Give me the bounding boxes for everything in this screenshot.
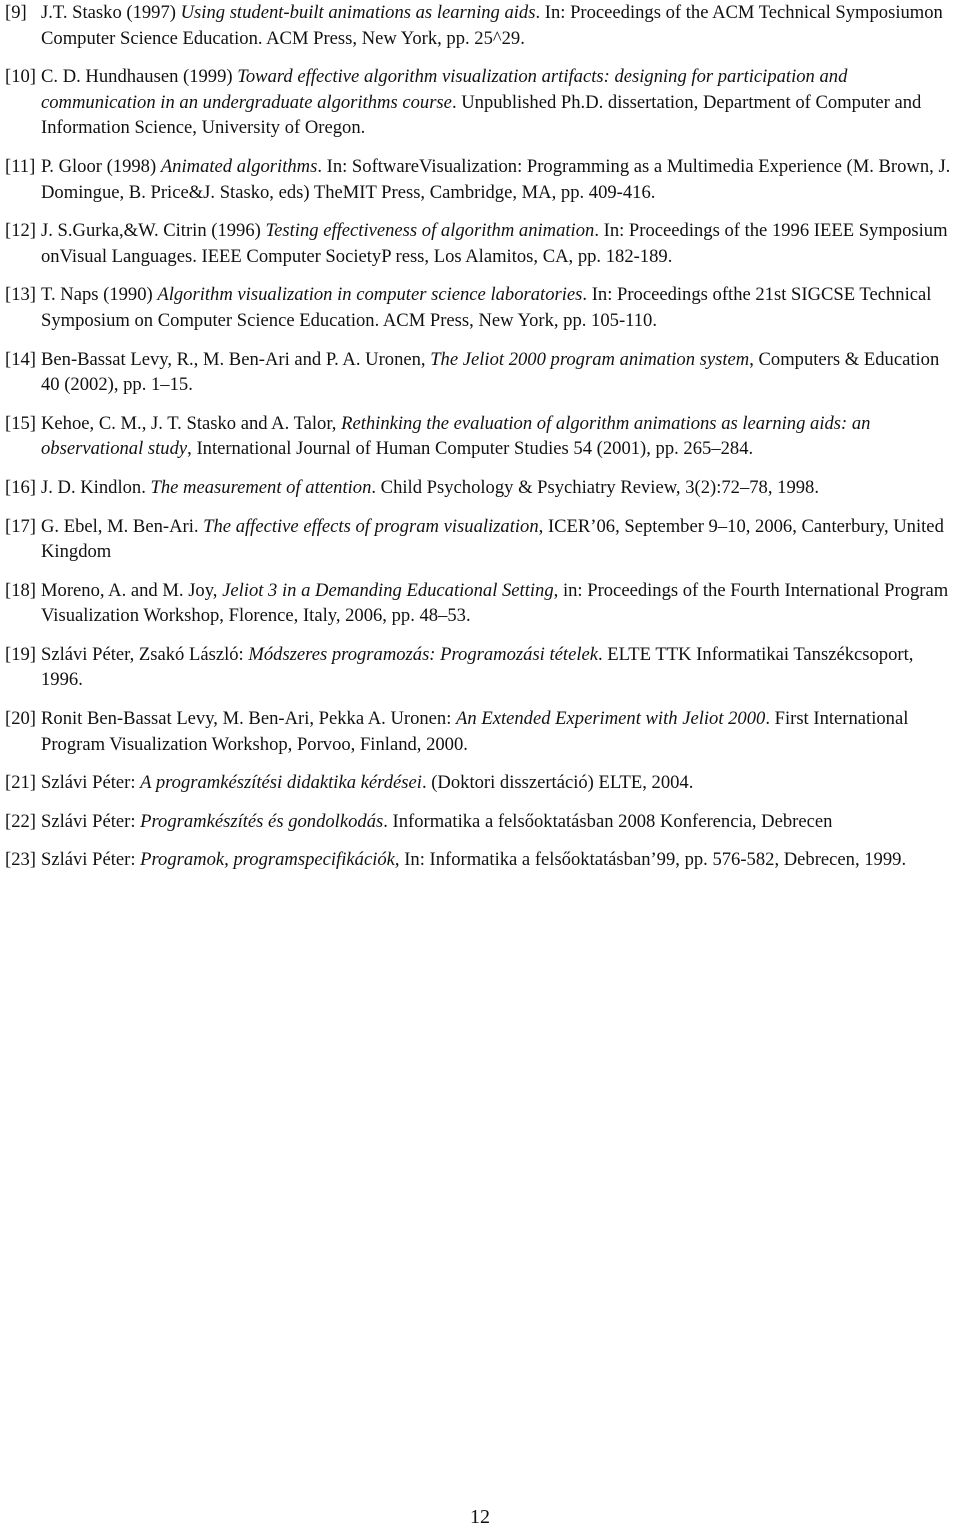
reference-number: [11] (5, 155, 36, 177)
reference-text: Szlávi Péter: (41, 849, 141, 871)
reference-text: C. D. Hundhausen (1999) (41, 66, 238, 88)
page-number: 12 (470, 1506, 490, 1528)
reference-text: . (Doktori disszertáció) ELTE, 2004. (421, 772, 694, 794)
reference-number: [20] (5, 708, 36, 730)
reference-text: . First International Program Visualization Workshop, Porvoo, Finland, 2000. (41, 708, 909, 755)
reference-title: Toward effective algorithm visualization artifacts: designing for participation and communication in an undergraduate algorithms course (41, 66, 848, 113)
reference-entry (5, 411, 955, 462)
reference-text: G. Ebel, M. Ben-Ari. (41, 515, 204, 537)
reference-title: Animated algorithms (160, 155, 318, 177)
reference-text: Szlávi Péter: (41, 772, 141, 794)
reference-text: Ronit Ben-Bassat Levy, M. Ben-Ari, Pekka A. Uronen: (41, 708, 457, 730)
reference-entry (5, 282, 955, 333)
reference-text: T. Naps (1990) (41, 284, 158, 306)
reference-title: Testing effectiveness of algorithm animation (265, 220, 595, 242)
reference-text: , In: Informatika a felsőoktatásban’99, pp. 576-582, Debrecen, 1999. (394, 849, 907, 871)
reference-entry (5, 218, 955, 269)
reference-text: Ben-Bassat Levy, R., M. Ben-Ari and P. A. Uronen, (41, 348, 431, 370)
reference-number: [17] (5, 515, 36, 537)
reference-number: [16] (5, 476, 36, 498)
reference-entry (5, 578, 955, 629)
reference-entry (5, 475, 955, 501)
reference-title: The affective effects of program visualization (203, 515, 539, 537)
reference-text: J. D. Kindlon. (41, 476, 151, 498)
reference-text: Kehoe, C. M., J. T. Stasko and A. Talor, (41, 412, 342, 434)
reference-number: [14] (5, 348, 36, 370)
reference-title: Programkészítés és gondolkodás (140, 810, 384, 832)
reference-entry (5, 809, 955, 835)
reference-text: , in: Proceedings of the Fourth International Program Visualization Workshop, Florence, Italy, 2006, pp. 48–53. (41, 579, 949, 627)
reference-text: . Child Psychology & Psychiatry Review, 3(2):72–78, 1998. (371, 476, 819, 498)
reference-text: Szlávi Péter, Zsakó László: (41, 643, 249, 665)
reference-text: J. S.Gurka,&W. Citrin (1996) (41, 220, 266, 242)
reference-text: . Unpublished Ph.D. dissertation, Department of Computer and Information Science, University of Oregon. (41, 91, 922, 139)
reference-title: The measurement of attention (150, 476, 372, 498)
reference-text: , ICER’06, September 9–10, 2006, Canterbury, United Kingdom (41, 515, 944, 563)
reference-text: , Computers & Education 40 (2002), pp. 1–15. (41, 348, 940, 396)
reference-text: . In: Proceedings ofthe 21st SIGCSE Technical Symposium on Computer Science Education. ACM Press, New York, pp. 105-110. (41, 284, 932, 331)
reference-entry (5, 347, 955, 398)
reference-text: J.T. Stasko (1997) (41, 2, 181, 23)
reference-number: [15] (5, 412, 36, 434)
reference-entry (5, 64, 955, 141)
reference-entry (5, 847, 955, 873)
reference-title: A programkészítési didaktika kérdései (140, 772, 422, 794)
reference-text: P. Gloor (1998) (41, 155, 161, 177)
reference-text: Moreno, A. and M. Joy, (41, 579, 223, 601)
reference-title: Programok, programspecifikációk (140, 849, 395, 871)
reference-entry (5, 770, 955, 796)
reference-number: [12] (5, 220, 36, 242)
reference-title: Jeliot 3 in a Demanding Educational Setting (222, 579, 554, 601)
reference-entry (5, 514, 955, 565)
reference-title: An Extended Experiment with Jeliot 2000 (456, 708, 766, 730)
reference-text: . Informatika a felsőoktatásban 2008 Konferencia, Debrecen (383, 810, 833, 832)
reference-title: Algorithm visualization in computer science laboratories (157, 284, 583, 306)
reference-number: [13] (5, 284, 36, 306)
reference-text: Szlávi Péter: (41, 810, 141, 832)
reference-title: Rethinking the evaluation of algorithm animations as learning aids: an observational study (41, 412, 871, 460)
reference-text: . In: Proceedings of the ACM Technical Symposiumon Computer Science Education. ACM Press, New York, pp. 25^29. (41, 2, 943, 49)
reference-entry (5, 706, 955, 757)
reference-text: . In: Proceedings of the 1996 IEEE Symposium onVisual Languages. IEEE Computer SocietyP ress, Los Alamitos, CA, pp. 182-189. (41, 220, 948, 267)
reference-entry (5, 154, 955, 205)
reference-number: [19] (5, 643, 36, 665)
reference-title: The Jeliot 2000 program animation system (430, 348, 750, 370)
reference-entry (5, 0, 955, 51)
reference-title: Módszeres programozás: Programozási tételek (248, 643, 598, 665)
reference-number: [22] (5, 810, 36, 832)
reference-text: . In: SoftwareVisualization: Programming as a Multimedia Experience (M. Brown, J. Domingue, B. Price&J. Stasko, eds) TheMIT Press, Cambridge, MA, pp. 409-416. (41, 155, 951, 203)
reference-number: [9] (5, 2, 27, 23)
reference-entry (5, 642, 955, 693)
reference-number: [10] (5, 66, 36, 88)
reference-title: Using student-built animations as learning aids (180, 2, 536, 23)
reference-number: [18] (5, 579, 36, 601)
reference-number: [21] (5, 772, 36, 794)
reference-list (5, 0, 955, 886)
reference-text: , International Journal of Human Computer Studies 54 (2001), pp. 265–284. (187, 438, 754, 460)
reference-number: [23] (5, 849, 36, 871)
reference-text: . ELTE TTK Informatikai Tanszékcsoport, 1996. (41, 643, 914, 691)
